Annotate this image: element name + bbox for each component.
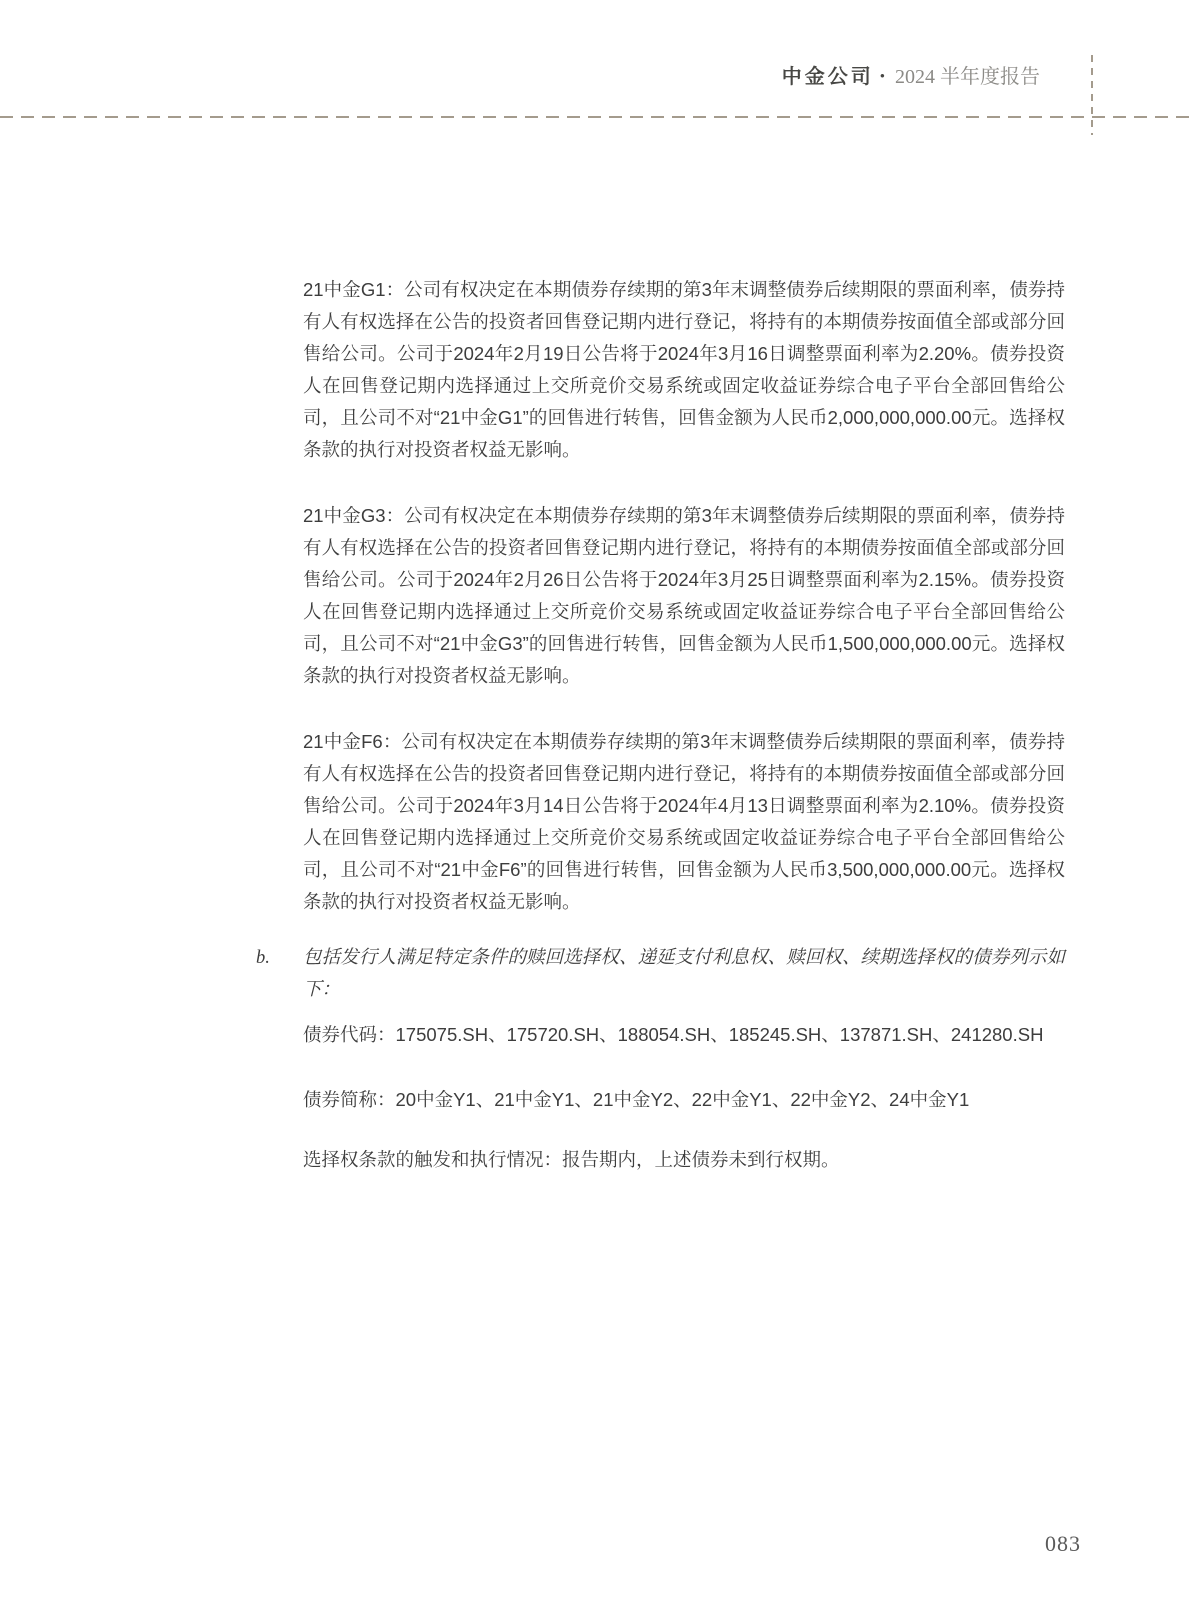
list-item-b-marker: b. xyxy=(256,948,270,968)
list-item-b xyxy=(256,942,1065,1006)
option-clause-line: 选择权条款的触发和执行情况：报告期内，上述债券未到行权期。 xyxy=(303,1149,840,1170)
list-item-b-text: 包括发行人满足特定条件的赎回选择权、递延支付利息权、赎回权、续期选择权的债券列示如下： xyxy=(303,948,1065,1000)
header-vertical-divider xyxy=(1091,55,1093,135)
header-horizontal-divider xyxy=(0,116,1190,118)
bond-paragraph-21zhongjin-g1: 21中金G1：公司有权决定在本期债券存续期的第3年末调整债券后续期限的票面利率，债券持有人有权选择在公告的投资者回售登记期内进行登记，将持有的本期债券按面值全部或部分回售给公司。公司于2024年2月19日公告将于2024年3月16日调整票面利率为2.20%。债券投资人在回售登记期内选择通过上交所竞价交易系统或固定收益证券综合电子平台全部回售给公司，且公司不对“21中金G1”的回售进行转售，回售金额为人民币2,000,000,000.00元。选择权条款的执行对投资者权益无影响。 xyxy=(303,279,1065,460)
separator-dot-icon: • xyxy=(879,69,885,85)
bond-names-line: 债券简称：20中金Y1、21中金Y1、21中金Y2、22中金Y1、22中金Y2、24中金Y1 xyxy=(303,1089,970,1110)
company-name: 中金公司 xyxy=(781,66,874,88)
report-title: 2024 半年度报告 xyxy=(895,66,1040,88)
bond-codes-line: 债券代码：175075.SH、175720.SH、188054.SH、185245.SH、137871.SH、241280.SH xyxy=(303,1024,1044,1045)
page-header xyxy=(782,60,1040,89)
bond-paragraph-21zhongjin-f6: 21中金F6：公司有权决定在本期债券存续期的第3年末调整债券后续期限的票面利率，债券持有人有权选择在公告的投资者回售登记期内进行登记，将持有的本期债券按面值全部或部分回售给公司。公司于2024年3月14日公告将于2024年4月13日调整票面利率为2.10%。债券投资人在回售登记期内选择通过上交所竞价交易系统或固定收益证券综合电子平台全部回售给公司，且公司不对“21中金F6”的回售进行转售，回售金额为人民币3,500,000,000.00元。选择权条款的执行对投资者权益无影响。 xyxy=(303,731,1065,912)
page-number: 083 xyxy=(1045,1531,1081,1556)
document-body xyxy=(256,274,1065,1176)
bond-paragraph-21zhongjin-g3: 21中金G3：公司有权决定在本期债券存续期的第3年末调整债券后续期限的票面利率，债券持有人有权选择在公告的投资者回售登记期内进行登记，将持有的本期债券按面值全部或部分回售给公司。公司于2024年2月26日公告将于2024年3月25日调整票面利率为2.15%。债券投资人在回售登记期内选择通过上交所竞价交易系统或固定收益证券综合电子平台全部回售给公司，且公司不对“21中金G3”的回售进行转售，回售金额为人民币1,500,000,000.00元。选择权条款的执行对投资者权益无影响。 xyxy=(303,505,1065,686)
